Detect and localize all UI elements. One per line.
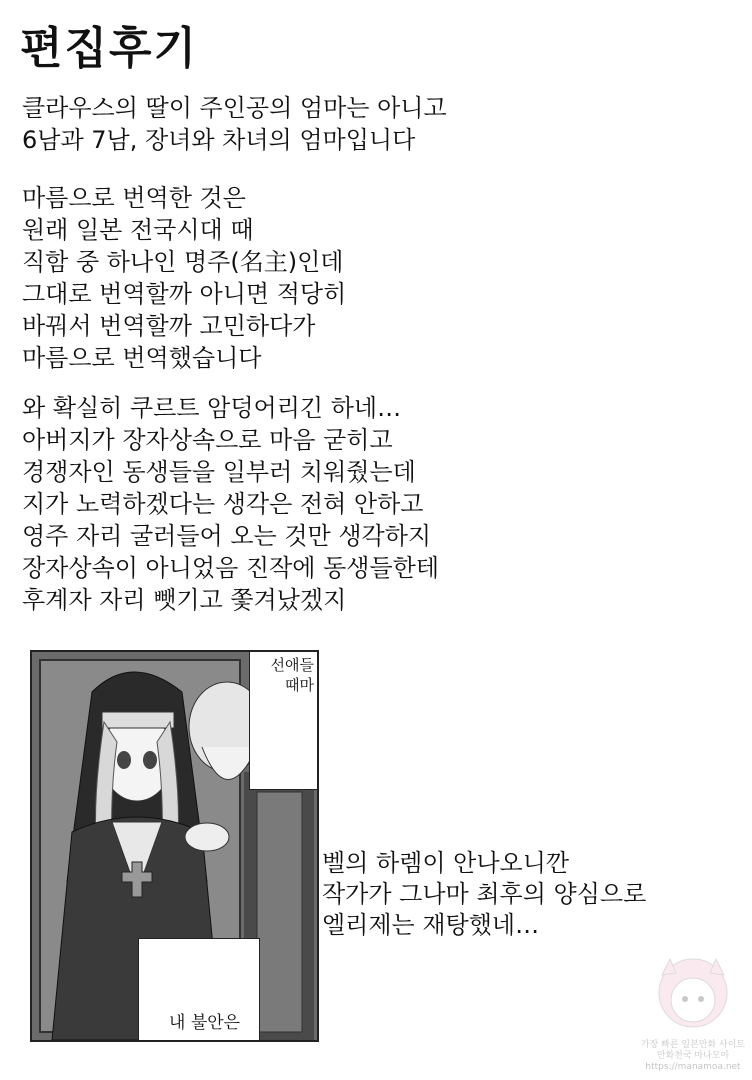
paragraph-3	[22, 392, 439, 616]
text-line: 마름으로 번역했습니다	[22, 344, 262, 372]
bubble-text: 내 불안은	[169, 1013, 241, 1033]
text-line: 경쟁자인 동생들을 일부러 치워줬는데	[22, 458, 416, 486]
text-line: 원래 일본 전국시대 때	[22, 216, 254, 244]
paragraph-1	[22, 92, 447, 156]
speech-bubble-bottom	[138, 938, 260, 1042]
text-line: 그대로 번역할까 아니면 적당히	[22, 280, 347, 308]
bubble-text: 선애들	[270, 656, 314, 674]
text-line: 와 확실히 쿠르트 암덩어리긴 하네…	[22, 394, 402, 422]
paragraph-2	[22, 182, 346, 374]
text-line: 영주 자리 굴러들어 오는 것만 생각하지	[22, 522, 432, 550]
text-line: 벨의 하렘이 안나오니깐	[322, 849, 570, 877]
text-line: 6남과 7남, 장녀와 차녀의 엄마입니다	[22, 126, 416, 154]
watermark-logo	[638, 945, 748, 1075]
text-line: 직함 중 하나인 명주(名主)인데	[22, 248, 344, 276]
text-line: 장자상속이 아니었음 진작에 동생들한테	[22, 554, 440, 582]
text-line: 클라우스의 딸이 주인공의 엄마는 아니고	[22, 94, 447, 122]
text-line: 바꿔서 번역할까 고민하다가	[22, 312, 316, 340]
text-line: 지가 노력하겠다는 생각은 전혀 안하고	[22, 490, 424, 518]
paragraph-4	[322, 848, 646, 941]
bubble-text: 때마	[285, 676, 314, 694]
speech-bubble-top	[249, 650, 319, 790]
watermark-text: 가장 빠른 일본만화 사이트	[640, 1040, 746, 1050]
watermark-text: 만화천국 마나모아	[656, 1051, 730, 1061]
text-line: 아버지가 장자상속으로 마음 굳히고	[22, 426, 393, 454]
text-line: 작가가 그나마 최후의 양심으로	[322, 880, 647, 908]
text-line: 엘리제는 재탕했네…	[322, 911, 540, 939]
mascot-icon	[638, 945, 748, 1040]
text-line: 마름으로 번역한 것은	[22, 184, 246, 212]
page-title: 편집후기	[20, 23, 199, 74]
manga-panel	[30, 650, 319, 1042]
text-line: 후계자 자리 뺏기고 쫓겨났겠지	[22, 586, 347, 614]
watermark-text: https://manamoa.net	[645, 1062, 741, 1072]
